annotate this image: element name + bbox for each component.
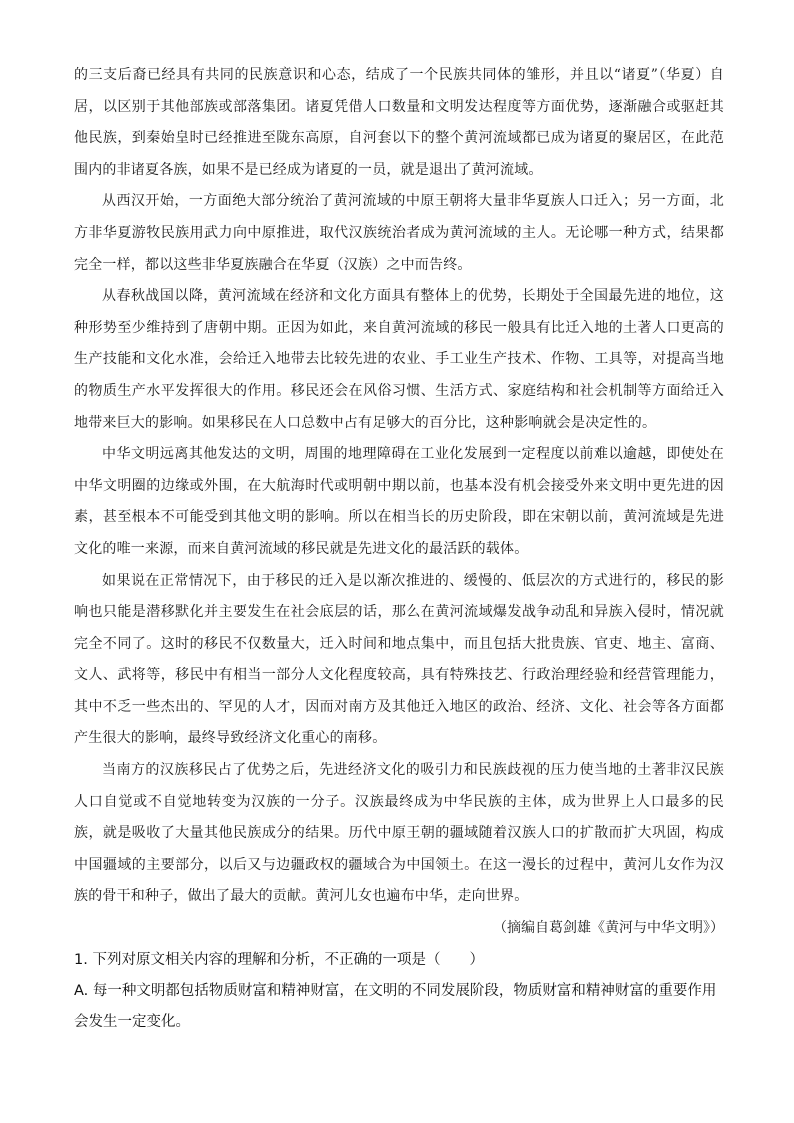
passage-paragraph-5: 如果说在正常情况下，由于移民的迁入是以渐次推进的、缓慢的、低层次的方式进行的，移民的影响也只能是潜移默化并主要发生在社会底层的话，那么在黄河流域爆发战争动乱和异族入侵时，情况就完全不同了。这时的移民不仅数量大，迁入时间和地点集中，而且包括大批贵族、官吏、地主、富商、文人、武将等，移民中有相当一部分人文化程度较高，具有特殊技艺、行政治理经验和经营管理能力，其中不乏一些杰出的、罕见的人才，因而对南方及其他迁入地区的政治、经济、文化、社会等各方面都产生很大的影响，最终导致经济文化重心的南移。 [74, 572, 724, 747]
passage-paragraph-4: 中华文明远离其他发达的文明，周围的地理障碍在工业化发展到一定程度以前难以逾越，即使处在中华文明圈的边缘或外围，在大航海时代或明朝中期以前，也基本没有机会接受外来文明中更先进的因素，甚至根本不可能受到其他文明的影响。所以在相当长的历史阶段，即在宋朝以前，黄河流域是先进文化的唯一来源，而来自黄河流域的移民就是先进文化的最活跃的载体。 [74, 446, 724, 557]
passage-paragraph-1: 的三支后裔已经具有共同的民族意识和心态，结成了一个民族共同体的雏形，并且以“诸夏”（华夏）自居，以区别于其他部族或部落集团。诸夏凭借人口数量和文明发达程度等方面优势，逐渐融合或驱赶其他民族，到秦始皇时已经推进至陇东高原，自河套以下的整个黄河流域都已成为诸夏的聚居区，在此范围内的非诸夏各族，如果不是已经成为诸夏的一员，就是退出了黄河流域。 [74, 67, 724, 178]
document-page [74, 60, 724, 1038]
passage-paragraph-3: 从春秋战国以降，黄河流域在经济和文化方面具有整体上的优势，长期处于全国最先进的地位，这种形势至少维持到了唐朝中期。正因为如此，来自黄河流域的移民一般具有比迁入地的土著人口更高的生产技能和文化水准，会给迁入地带去比较先进的农业、手工业生产技术、作物、工具等，对提高当地的物质生产水平发挥很大的作用。移民还会在风俗习惯、生活方式、家庭结构和社会机制等方面给迁入地带来巨大的影响。如果移民在人口总数中占有足够大的百分比，这种影响就会是决定性的。 [74, 288, 724, 431]
question-stem: 1. 下列对原文相关内容的理解和分析，不正确的一项是（ ） [74, 951, 484, 968]
question-option-a: A. 每一种文明都包括物质财富和精神财富，在文明的不同发展阶段，物质财富和精神财富的重要作用会发生一定变化。 [74, 982, 717, 1030]
passage-paragraph-6: 当南方的汉族移民占了优势之后，先进经济文化的吸引力和民族歧视的压力使当地的土著非汉民族人口自觉或不自觉地转变为汉族的一分子。汉族最终成为中华民族的主体，成为世界上人口最多的民族，就是吸收了大量其他民族成分的结果。历代中原王朝的疆域随着汉族人口的扩散而扩大巩固，构成中国疆域的主要部分，以后又与边疆政权的疆域合为中国领土。在这一漫长的过程中，黄河儿女作为汉族的骨干和种子，做出了最大的贡献。黄河儿女也遍布中华，走向世界。 [74, 762, 724, 905]
passage-paragraph-2: 从西汉开始，一方面绝大部分统治了黄河流域的中原王朝将大量非华夏族人口迁入；另一方面，北方非华夏游牧民族用武力向中原推进，取代汉族统治者成为黄河流域的主人。无论哪一种方式，结果都完全一样，都以这些非华夏族融合在华夏（汉族）之中而告终。 [74, 193, 724, 273]
passage-source: （摘编自葛剑雄《黄河与中华文明》） [493, 920, 724, 937]
